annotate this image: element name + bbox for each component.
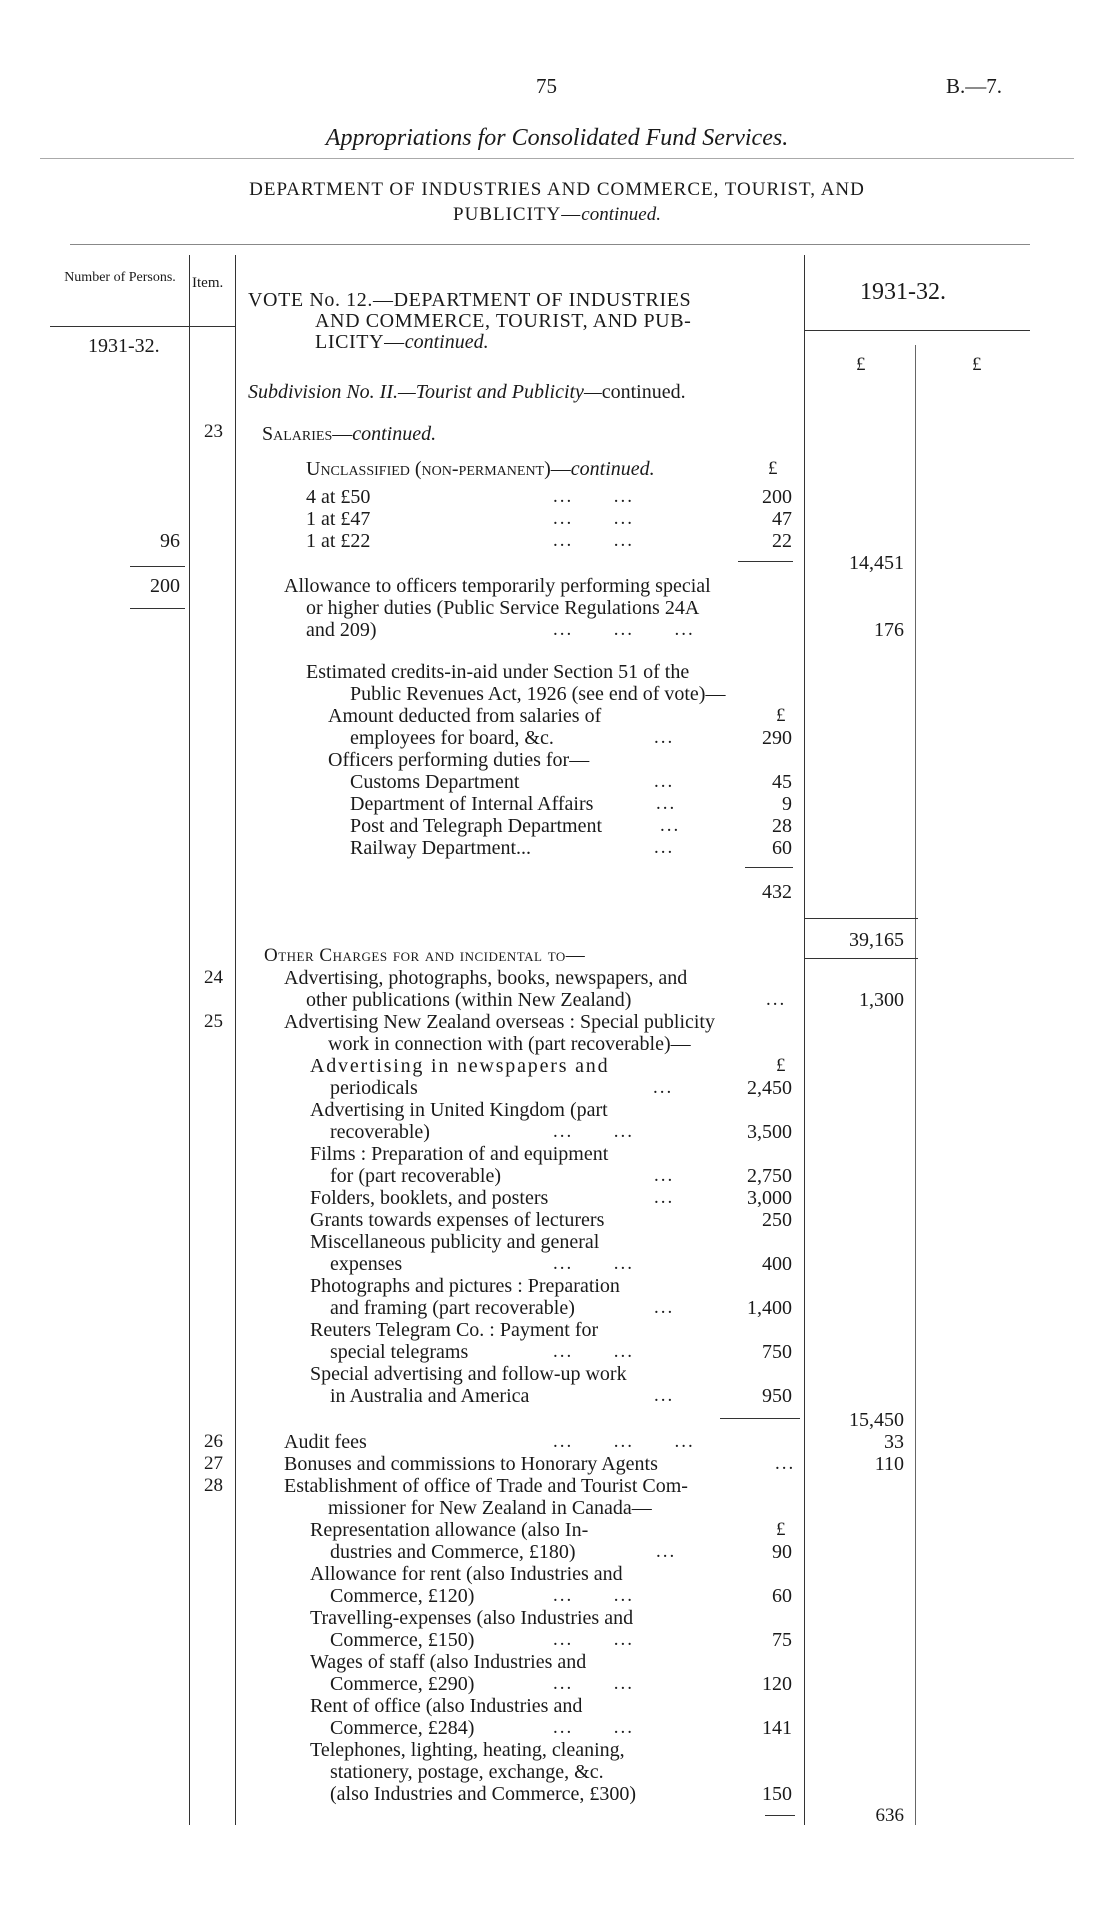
pound-header-right: £	[972, 354, 982, 375]
canada-item-line2: dustries and Commerce, £180)	[330, 1541, 576, 1563]
canada-item-line1: Allowance for rent (also Industries and	[310, 1563, 623, 1585]
item-header: Item.	[192, 275, 224, 291]
officers-row-label: Railway Department...	[350, 837, 532, 859]
persons-count-200: 200	[150, 575, 180, 597]
canada-pound-sign: £	[776, 1519, 786, 1540]
officers-row-label: Customs Department	[350, 771, 520, 793]
overseas-item-line2: and framing (part recoverable)	[330, 1297, 575, 1319]
officers-row-amount: 45	[772, 771, 792, 793]
overseas-item-line1: Photographs and pictures : Preparation	[310, 1275, 620, 1297]
bonuses-label: Bonuses and commissions to Honorary Agents	[284, 1453, 658, 1475]
canada-office-line1: Establishment of office of Trade and Tourist Com-	[284, 1475, 688, 1497]
overseas-item-line1: Advertising in newspapers and	[310, 1055, 610, 1077]
overseas-pound-sign: £	[776, 1055, 786, 1076]
overseas-item-amount: 1,400	[747, 1297, 792, 1319]
canada-item-line1: Representation allowance (also In-	[310, 1519, 589, 1541]
salary-row-amount: 47	[772, 508, 792, 530]
canada-item-amount: 90	[772, 1541, 792, 1563]
audit-fees-amount: 33	[884, 1431, 904, 1453]
officers-row-label: Post and Telegraph Department	[350, 815, 603, 837]
overseas-item-line1: Folders, booklets, and posters	[310, 1187, 549, 1209]
credits-pound-sign: £	[776, 705, 786, 726]
canada-office-line2: missioner for New Zealand in Canada—	[328, 1497, 652, 1519]
vote-heading-line2: AND COMMERCE, TOURIST, AND PUB-	[315, 310, 692, 332]
department-heading-line2: PUBLICITY—continued.	[453, 204, 661, 225]
unclassified-pound-sign: £	[768, 458, 778, 479]
credits-line1: Estimated credits-in-aid under Section 51 of the	[306, 661, 690, 683]
year-header-left: 1931-32.	[88, 335, 160, 357]
overseas-item-line1: Films : Preparation of and equipment	[310, 1143, 609, 1165]
canada-item-line3: (also Industries and Commerce, £300)	[330, 1783, 637, 1805]
allowance-line3: and 209)	[306, 619, 377, 641]
canada-item-amount: 60	[772, 1585, 792, 1607]
item-number-26: 26	[204, 1431, 223, 1452]
amount-column-divider	[804, 255, 805, 1825]
overseas-item-line2: special telegrams	[330, 1341, 469, 1363]
credits-deducted-amount: 290	[762, 727, 792, 749]
overseas-item-line1: Miscellaneous publicity and general	[310, 1231, 600, 1253]
item-number-27: 27	[204, 1453, 223, 1474]
item-number-23: 23	[204, 421, 223, 442]
page-number: 75	[536, 74, 557, 98]
allowance-line2: or higher duties (Public Service Regulations 24A	[306, 597, 700, 619]
unclassified-heading: Unclassified (non-permanent)—continued.	[306, 458, 655, 480]
overseas-item-amount: 400	[762, 1253, 792, 1275]
overseas-line2: work in connection with (part recoverable)—	[328, 1033, 691, 1055]
item-column-divider	[235, 255, 236, 1825]
officers-row-amount: 60	[772, 837, 792, 859]
overseas-item-line2: periodicals	[330, 1077, 418, 1099]
overseas-item-line1: Reuters Telegram Co. : Payment for	[310, 1319, 599, 1341]
overseas-item-amount: 2,450	[747, 1077, 792, 1099]
page-reference: B.—7.	[946, 74, 1003, 98]
overseas-item-amount: 3,000	[747, 1187, 792, 1209]
canada-item-line2: Commerce, £150)	[330, 1629, 475, 1651]
salary-row-label: 1 at £47	[306, 508, 371, 530]
salaries-subtotal: 14,451	[849, 552, 904, 574]
overseas-item-line2: recoverable)	[330, 1121, 430, 1143]
credits-line2: Public Revenues Act, 1926 (see end of vote)—	[350, 683, 726, 705]
salary-row-label: 4 at £50	[306, 486, 371, 508]
overseas-item-line1: Advertising in United Kingdom (part	[310, 1099, 608, 1121]
canada-item-line2: Commerce, £284)	[330, 1717, 475, 1739]
credits-deducted-line2: employees for board, &c.	[350, 727, 554, 749]
credits-deducted-line1: Amount deducted from salaries of	[328, 705, 602, 727]
officers-heading: Officers performing duties for—	[328, 749, 590, 771]
allowance-line1: Allowance to officers temporarily performing special	[284, 575, 711, 597]
item-number-24: 24	[204, 967, 223, 988]
vote-heading-line1: VOTE No. 12.—DEPARTMENT OF INDUSTRIES	[248, 289, 692, 311]
canada-item-line1: Travelling-expenses (also Industries and	[310, 1607, 634, 1629]
overseas-line1: Advertising New Zealand overseas : Special publicity	[284, 1011, 715, 1033]
item-number-28: 28	[204, 1475, 223, 1496]
canada-item-line1: Telephones, lighting, heating, cleaning,	[310, 1739, 625, 1761]
pound-header-left: £	[856, 354, 866, 375]
number-of-persons-header: Number of Persons.	[64, 270, 176, 285]
canada-total: 636	[875, 1805, 904, 1826]
item-number-25: 25	[204, 1011, 223, 1032]
officers-row-amount: 28	[772, 815, 792, 837]
canada-item-amount: 75	[772, 1629, 792, 1651]
salary-row-amount: 200	[762, 486, 792, 508]
credits-total: 432	[762, 881, 792, 903]
overseas-item-amount: 2,750	[747, 1165, 792, 1187]
salaries-heading: Salaries—continued.	[262, 423, 437, 445]
canada-item-line1: Wages of staff (also Industries and	[310, 1651, 587, 1673]
overseas-item-line1: Special advertising and follow-up work	[310, 1363, 627, 1385]
advertising-nz-amount: 1,300	[859, 989, 904, 1011]
overseas-item-amount: 3,500	[747, 1121, 792, 1143]
advertising-nz-line2: other publications (within New Zealand)	[306, 989, 632, 1011]
department-heading-line1: DEPARTMENT OF INDUSTRIES AND COMMERCE, TOURIST, AND	[249, 179, 865, 200]
other-charges-heading: Other Charges for and incidental to—	[264, 945, 586, 966]
canada-item-line2: stationery, postage, exchange, &c.	[330, 1761, 604, 1783]
advertising-nz-line1: Advertising, photographs, books, newspapers, and	[284, 967, 688, 989]
canada-item-line2: Commerce, £120)	[330, 1585, 475, 1607]
subdivision-heading: Subdivision No. II.—Tourist and Publicity—continued.	[248, 381, 686, 403]
overseas-item-line2: in Australia and America	[330, 1385, 530, 1407]
canada-item-line1: Rent of office (also Industries and	[310, 1695, 583, 1717]
salary-row-amount: 22	[772, 530, 792, 552]
officers-row-amount: 9	[782, 793, 792, 815]
canada-item-amount: 120	[762, 1673, 792, 1695]
overseas-item-amount: 950	[762, 1385, 792, 1407]
allowance-amount: 176	[874, 619, 904, 641]
bonuses-amount: 110	[874, 1453, 904, 1475]
overseas-total: 15,450	[849, 1409, 904, 1431]
vote-grand-total: 39,165	[849, 929, 904, 951]
overseas-item-amount: 750	[762, 1341, 792, 1363]
canada-item-amount: 150	[762, 1783, 792, 1805]
salary-row-label: 1 at £22	[306, 530, 371, 552]
persons-count-96: 96	[160, 530, 180, 552]
overseas-item-line2: expenses	[330, 1253, 403, 1275]
overseas-item-line2: for (part recoverable)	[330, 1165, 501, 1187]
officers-row-label: Department of Internal Affairs	[350, 793, 594, 815]
vote-heading-line3: LICITY—continued.	[315, 331, 489, 353]
persons-column-divider	[189, 255, 190, 1825]
canada-item-amount: 141	[762, 1717, 792, 1739]
pound-column-divider	[915, 345, 916, 1825]
overseas-item-line1: Grants towards expenses of lecturers	[310, 1209, 605, 1231]
overseas-item-amount: 250	[762, 1209, 792, 1231]
canada-item-line2: Commerce, £290)	[330, 1673, 475, 1695]
year-header-right: 1931-32.	[860, 279, 946, 305]
page-title: Appropriations for Consolidated Fund Services.	[325, 125, 789, 151]
audit-fees-label: Audit fees	[284, 1431, 367, 1453]
